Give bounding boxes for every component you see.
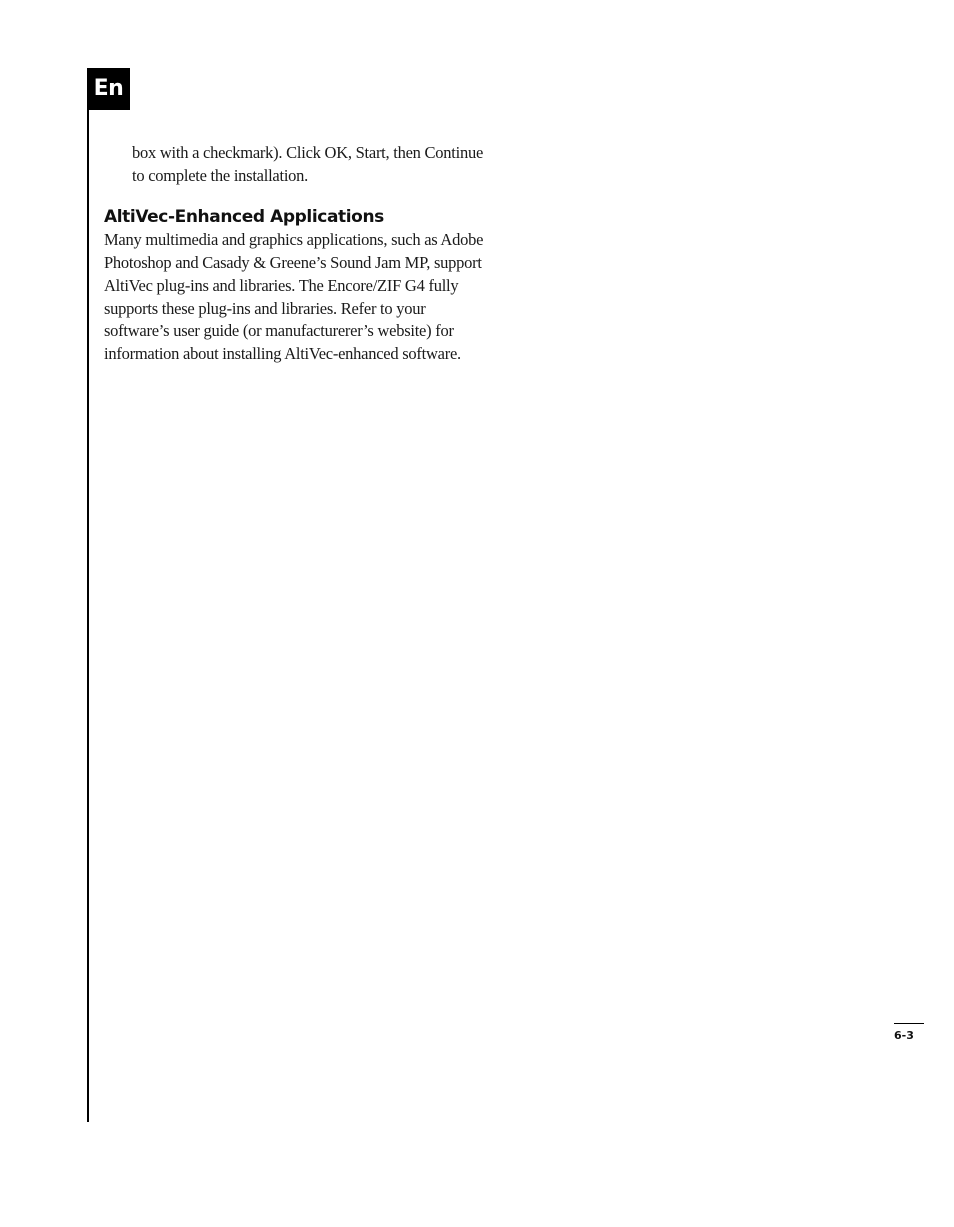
page-number-rule (894, 1023, 924, 1024)
section-heading: AltiVec-Enhanced Applications (104, 207, 384, 228)
margin-rule (87, 110, 89, 1122)
page-content (104, 142, 484, 366)
section-body: Many multimedia and graphics applications, such as Adobe Photoshop and Casady & Greene’s Sound Jam MP, support AltiVec plug-ins and libraries. The Encore/ZIF G4 fully supports these plug-ins and libraries. Refer to your software’s user guide (or manufacturerer’s website) for information about installing AltiVec-enhanced software. (104, 230, 484, 363)
continuation-paragraph: box with a checkmark). Click OK, Start, then Continue to complete the installation. (132, 143, 484, 185)
language-tab: En (87, 68, 130, 110)
page-number: 6-3 (894, 1029, 914, 1042)
